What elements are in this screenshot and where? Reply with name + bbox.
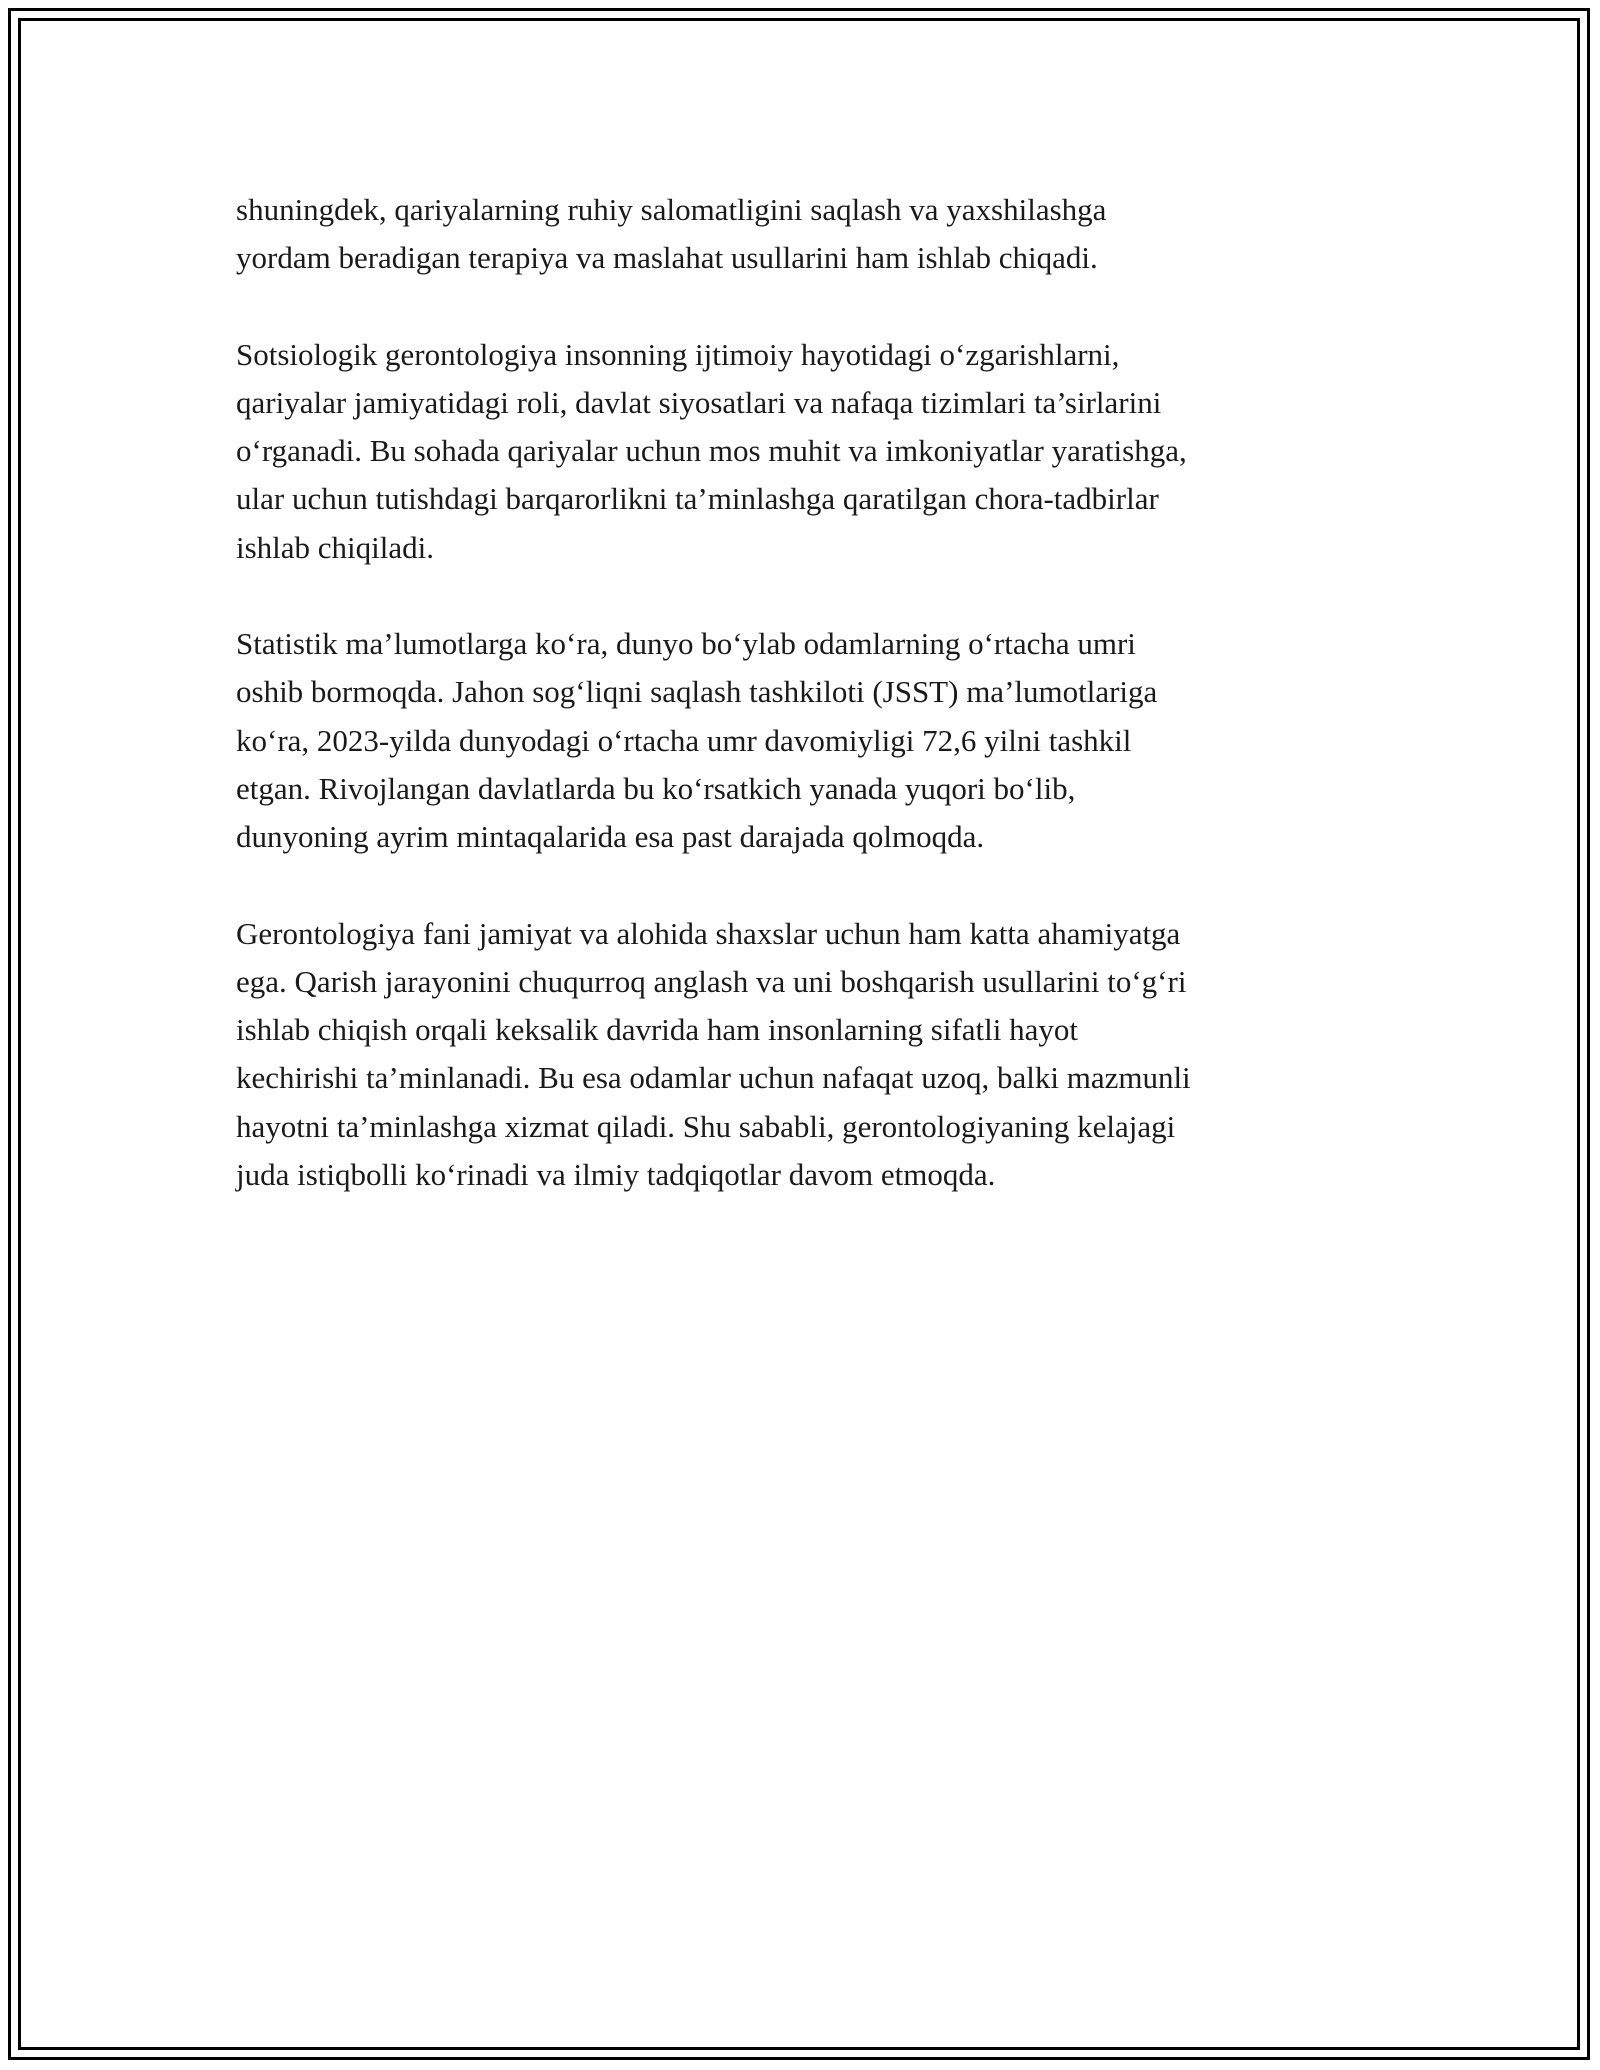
text-line: Gerontologiya fani jamiyat va alohida shaxslar uchun ham katta ahamiyatga (236, 915, 1181, 951)
text-line: hayotni ta’minlashga xizmat qiladi. Shu sababli, gerontologiyaning kelajagi (236, 1108, 1176, 1144)
text-line: Statistik ma’lumotlarga ko‘ra, dunyo bo‘ylab odamlarning o‘rtacha umri (236, 626, 1136, 662)
text-line: kechirishi ta’minlanadi. Bu esa odamlar uchun nafaqat uzoq, balki mazmunli (236, 1060, 1191, 1096)
text-line: Sotsiologik gerontologiya insonning ijtimoiy hayotidagi o‘zgarishlarni, (236, 336, 1120, 372)
text-line: ega. Qarish jarayonini chuqurroq anglash va uni boshqarish usullarini to‘g‘ri (236, 963, 1187, 999)
text-line: juda istiqbolli ko‘rinadi va ilmiy tadqiqotlar davom etmoqda. (236, 1157, 996, 1193)
text-line: oshib bormoqda. Jahon sog‘liqni saqlash tashkiloti (JSST) ma’lumotlariga (236, 674, 1158, 710)
document-body (236, 186, 1386, 1247)
paragraph-4 (236, 910, 1386, 1200)
text-line: yordam beradigan terapiya va maslahat usullarini ham ishlab chiqadi. (236, 240, 1098, 276)
text-line: o‘rganadi. Bu sohada qariyalar uchun mos muhit va imkoniyatlar yaratishga, (236, 433, 1187, 469)
paragraph-1 (236, 186, 1386, 283)
text-line: ko‘ra, 2023-yilda dunyodagi o‘rtacha umr davomiyligi 72,6 yilni tashkil (236, 722, 1132, 758)
paragraph-3 (236, 620, 1386, 861)
text-line: ishlab chiqiladi. (236, 529, 435, 565)
text-line: qariyalar jamiyatidagi roli, davlat siyosatlari va nafaqa tizimlari ta’sirlarini (236, 384, 1162, 420)
text-line: dunyoning ayrim mintaqalarida esa past darajada qolmoqda. (236, 819, 985, 855)
text-line: shuningdek, qariyalarning ruhiy salomatligini saqlash va yaxshilashga (236, 192, 1107, 227)
text-line: etgan. Rivojlangan davlatlarda bu ko‘rsatkich yanada yuqori bo‘lib, (236, 770, 1076, 806)
text-line: ishlab chiqish orqali keksalik davrida ham insonlarning sifatli hayot (236, 1012, 1078, 1048)
text-line: ular uchun tutishdagi barqarorlikni ta’minlashga qaratilgan chora-tadbirlar (236, 481, 1159, 517)
paragraph-2 (236, 331, 1386, 572)
